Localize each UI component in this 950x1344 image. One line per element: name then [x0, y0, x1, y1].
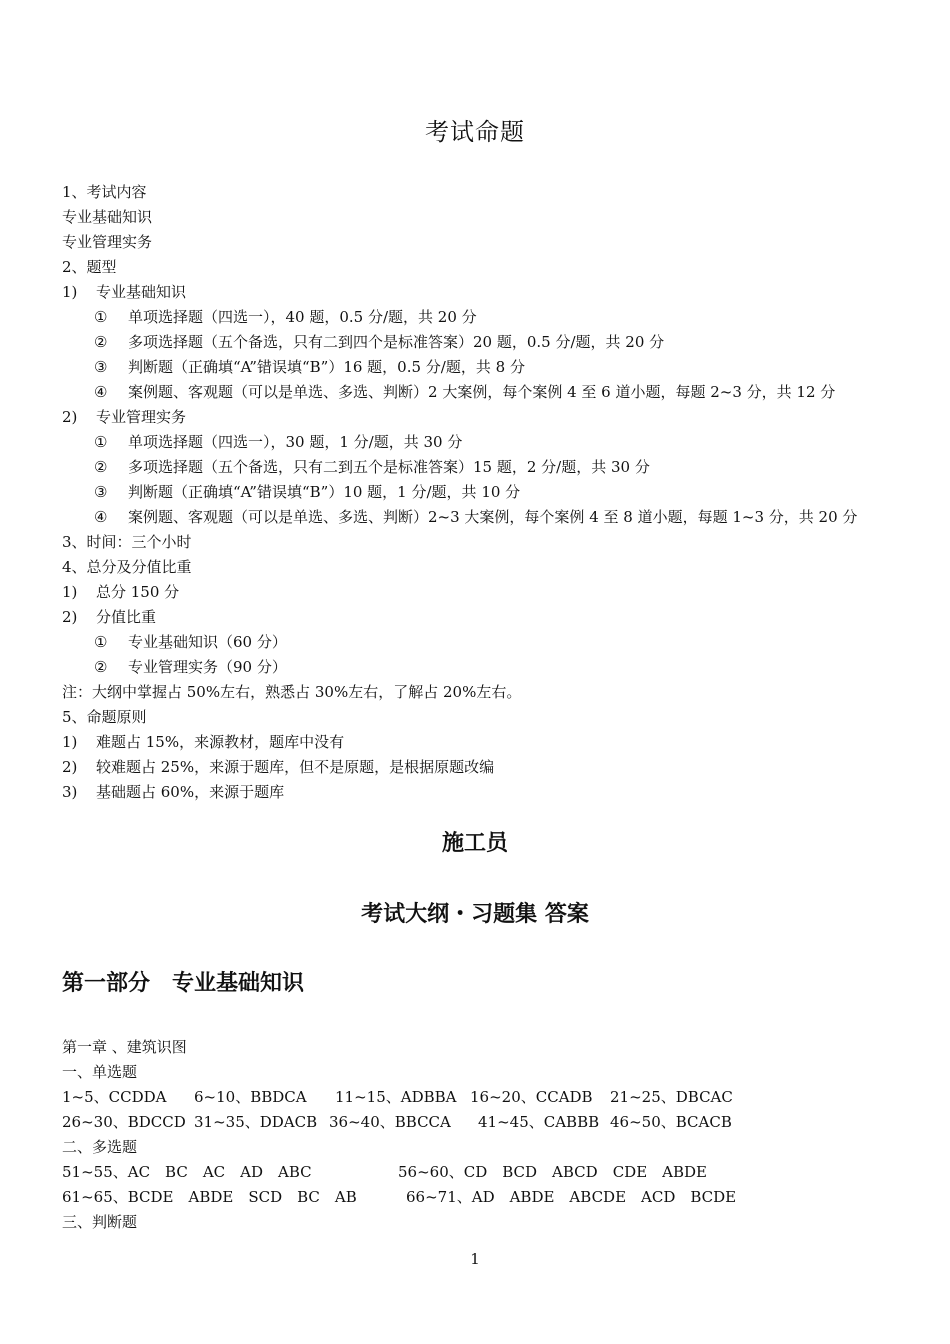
list-item-text: 案例题、客观题（可以是单选、多选、判断）2 大案例，每个案例 4 至 6 道小题，每题 2~3 分，共 12 分	[128, 383, 836, 401]
answer-group: 51~55、AC BC AC AD ABC	[62, 1163, 312, 1181]
list-marker: ③	[94, 483, 108, 501]
answer-group: 61~65、BCDE ABDE SCD BC AB	[62, 1188, 357, 1206]
book-title: 考试大纲・习题集 答案	[361, 902, 589, 927]
list-marker: ③	[94, 358, 108, 376]
part-title: 第一部分 专业基础知识	[62, 971, 305, 996]
answer-group: 41~45、CABBB	[478, 1113, 600, 1131]
section-4-heading: 4、总分及分值比重	[62, 558, 192, 576]
answer-group: 66~71、AD ABDE ABCDE ACD BCDE	[406, 1188, 737, 1206]
list-marker: ①	[94, 308, 108, 326]
list-item-text: 难题占 15%，来源教材，题库中没有	[96, 733, 345, 751]
list-item	[62, 632, 287, 652]
list-marker: ①	[94, 433, 108, 451]
answer-group: 31~35、DDACB	[194, 1113, 318, 1131]
list-number: 1)	[62, 583, 78, 601]
list-marker: ②	[94, 658, 108, 676]
list-marker: ②	[94, 333, 108, 351]
list-marker: ④	[94, 508, 108, 526]
document-title: 考试命题	[425, 118, 525, 146]
answer-group: 36~40、BBCCA	[329, 1113, 451, 1131]
section-2-heading: 2、题型	[62, 258, 117, 276]
multi-choice-heading: 二、多选题	[62, 1138, 138, 1156]
list-marker: ①	[94, 633, 108, 651]
page-number: 1	[470, 1250, 480, 1268]
list-item-text: 判断题（正确填“A”错误填“B”）16 题，0.5 分/题，共 8 分	[128, 358, 525, 376]
list-number: 2)	[62, 608, 78, 626]
subsection-heading	[62, 607, 156, 627]
list-item-text: 单项选择题（四选一），40 题，0.5 分/题，共 20 分	[128, 308, 477, 326]
list-item	[62, 432, 462, 452]
list-item	[62, 457, 650, 477]
list-item	[62, 357, 525, 377]
note-text: 注：大纲中掌握占 50%左右，熟悉占 30%左右，了解占 20%左右。	[62, 683, 522, 701]
list-marker: ②	[94, 458, 108, 476]
list-marker: ④	[94, 383, 108, 401]
section-1-heading: 1、考试内容	[62, 183, 147, 201]
list-item-text: 判断题（正确填“A”错误填“B”）10 题，1 分/题，共 10 分	[128, 483, 521, 501]
section-3-heading: 3、时间：三个小时	[62, 533, 192, 551]
exam-content-item: 专业管理实务	[62, 233, 153, 251]
subsection-heading	[62, 582, 179, 602]
subsection-label: 专业管理实务	[96, 408, 187, 426]
list-item	[62, 757, 494, 777]
judgement-heading: 三、判断题	[62, 1213, 138, 1231]
role-title: 施工员	[441, 831, 508, 856]
exam-content-item: 专业基础知识	[62, 208, 153, 226]
list-item-text: 专业基础知识（60 分）	[128, 633, 287, 651]
list-number: 2)	[62, 408, 78, 426]
subsection-label: 分值比重	[96, 608, 157, 626]
answer-group: 11~15、ADBBA	[335, 1088, 457, 1106]
answer-group: 46~50、BCACB	[610, 1113, 732, 1131]
list-item	[62, 732, 344, 752]
subsection-heading	[62, 407, 186, 427]
list-item	[62, 657, 287, 677]
subsection-heading	[62, 282, 186, 302]
answer-group: 6~10、BBDCA	[194, 1088, 307, 1106]
section-5-heading: 5、命题原则	[62, 708, 147, 726]
answer-group: 21~25、DBCAC	[610, 1088, 733, 1106]
list-number: 1)	[62, 733, 78, 751]
list-item	[62, 507, 857, 527]
answer-group: 56~60、CD BCD ABCD CDE ABDE	[398, 1163, 707, 1181]
subsection-label: 总分 150 分	[96, 583, 180, 601]
list-number: 3)	[62, 783, 78, 801]
list-item	[62, 482, 520, 502]
list-item-text: 专业管理实务（90 分）	[128, 658, 287, 676]
list-item-text: 多项选择题（五个备选，只有二到五个是标准答案）15 题，2 分/题，共 30 分	[128, 458, 650, 476]
list-item-text: 较难题占 25%，来源于题库，但不是原题，是根据原题改编	[96, 758, 495, 776]
answer-group: 16~20、CCADB	[470, 1088, 593, 1106]
single-choice-heading: 一、单选题	[62, 1063, 138, 1081]
list-item-text: 单项选择题（四选一），30 题，1 分/题，共 30 分	[128, 433, 463, 451]
list-item	[62, 382, 835, 402]
list-number: 1)	[62, 283, 78, 301]
list-item	[62, 782, 284, 802]
list-item-text: 多项选择题（五个备选，只有二到四个是标准答案）20 题，0.5 分/题，共 20 分	[128, 333, 665, 351]
chapter-title: 第一章 、建筑识图	[62, 1038, 187, 1056]
list-number: 2)	[62, 758, 78, 776]
subsection-label: 专业基础知识	[96, 283, 187, 301]
answer-group: 26~30、BDCCD	[62, 1113, 186, 1131]
list-item-text: 案例题、客观题（可以是单选、多选、判断）2~3 大案例，每个案例 4 至 8 道小题，每题 1~3 分，共 20 分	[128, 508, 858, 526]
list-item-text: 基础题占 60%，来源于题库	[96, 783, 285, 801]
answer-group: 1~5、CCDDA	[62, 1088, 167, 1106]
list-item	[62, 307, 477, 327]
list-item	[62, 332, 664, 352]
